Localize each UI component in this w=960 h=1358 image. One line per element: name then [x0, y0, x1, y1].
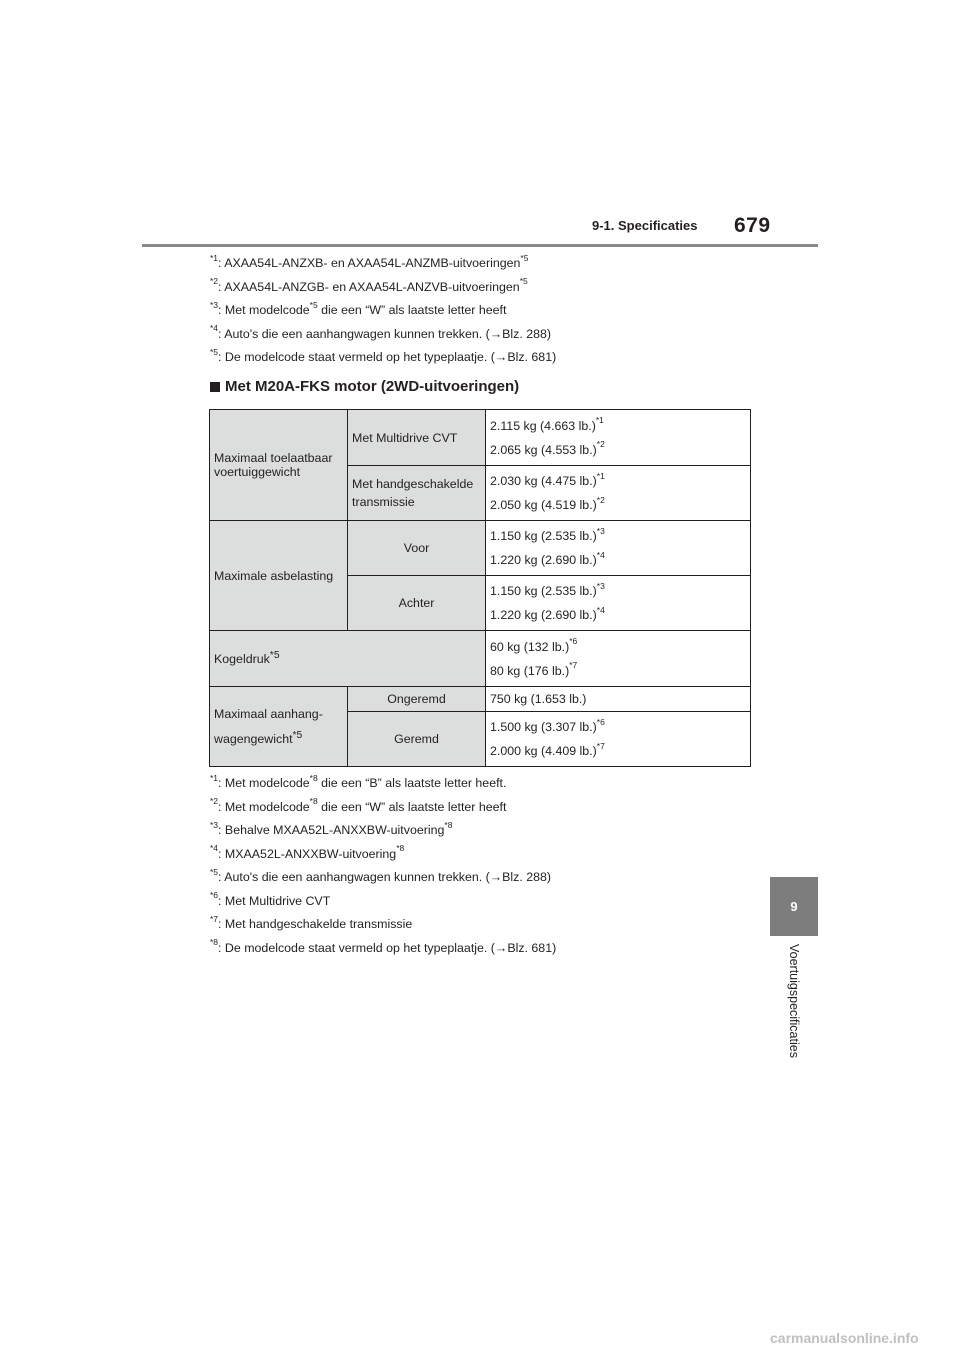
sub-label: Geremd — [348, 712, 486, 767]
row-label-max-trailer-weight: Maximaal aanhang-wagengewicht$^{*5}$ — [210, 687, 348, 767]
chapter-number: 9 — [790, 899, 798, 914]
sub-label: Met handgeschakelde transmissie — [348, 466, 486, 521]
table-row — [210, 410, 751, 466]
row-label-max-axle-load: Maximale asbelasting — [210, 521, 348, 631]
sub-label: Achter — [348, 576, 486, 631]
section-heading — [210, 378, 519, 395]
row-label-tongue-weight: Kogeldruk$^{*5}$ — [210, 631, 486, 687]
footnote: $^{*2}$: AXAA54L-ANZGB- en AXAA54L-ANZVB-uitvoeringen$^{*5}$ — [210, 276, 528, 294]
footnote: $^{*4}$: Auto's die een aanhangwagen kunnen trekken. (→Blz. 288) — [210, 323, 552, 341]
footnote: $^{*2}$: Met modelcode$^{*8}$ die een “W” als laatste letter heeft — [210, 796, 507, 814]
value-cell: 1.150 kg (2.535 lb.)$^{*3}$ 1.220 kg (2.690 lb.)$^{*4}$ — [486, 576, 751, 631]
page-number: 679 — [734, 214, 771, 237]
table-row — [210, 687, 751, 712]
value-cell: 1.150 kg (2.535 lb.)$^{*3}$ 1.220 kg (2.690 lb.)$^{*4}$ — [486, 521, 751, 576]
sub-label: Voor — [348, 521, 486, 576]
table-row — [210, 631, 751, 687]
value-cell: 2.030 kg (4.475 lb.)$^{*1}$ 2.050 kg (4.519 lb.)$^{*2}$ — [486, 466, 751, 521]
chapter-tab[interactable] — [770, 877, 818, 936]
footnote: $^{*1}$: Met modelcode$^{*8}$ die een “B” als laatste letter heeft. — [210, 772, 507, 790]
sub-label: Ongeremd — [348, 687, 486, 712]
footnote: $^{*5}$: Auto's die een aanhangwagen kunnen trekken. (→Blz. 288) — [210, 866, 552, 884]
spec-table — [209, 409, 751, 767]
footnote: $^{*3}$: Behalve MXAA52L-ANXXBW-uitvoering$^{*8}$ — [210, 819, 453, 837]
footnote: $^{*7}$: Met handgeschakelde transmissie — [210, 913, 413, 931]
row-label-max-vehicle-weight: Maximaal toelaatbaar voertuiggewicht — [210, 410, 348, 521]
footnotes-top — [210, 254, 770, 372]
table-row — [210, 521, 751, 576]
header-rule — [142, 244, 818, 247]
section-heading-text: Met M20A-FKS motor (2WD-uitvoeringen) — [225, 378, 520, 395]
header-section-title: 9-1. Specificaties — [592, 218, 698, 233]
chapter-label: Voertuigspecificaties — [787, 944, 801, 1058]
footnote: $^{*6}$: Met Multidrive CVT — [210, 890, 331, 908]
footnotes-bottom — [210, 774, 770, 962]
footnote: $^{*5}$: De modelcode staat vermeld op het typeplaatje. (→Blz. 681) — [210, 346, 557, 364]
footnote: $^{*3}$: Met modelcode$^{*5}$ die een “W” als laatste letter heeft — [210, 299, 507, 317]
value-cell: 2.115 kg (4.663 lb.)$^{*1}$ 2.065 kg (4.553 lb.)$^{*2}$ — [486, 410, 751, 466]
watermark: carmanualsonline.info — [770, 1330, 919, 1346]
value-cell: 1.500 kg (3.307 lb.)$^{*6}$ 2.000 kg (4.409 lb.)$^{*7}$ — [486, 712, 751, 767]
footnote: $^{*1}$: AXAA54L-ANZXB- en AXAA54L-ANZMB-uitvoeringen$^{*5}$ — [210, 252, 529, 270]
sub-label: Met Multidrive CVT — [348, 410, 486, 466]
footnote: $^{*8}$: De modelcode staat vermeld op het typeplaatje. (→Blz. 681) — [210, 937, 557, 955]
footnote: $^{*4}$: MXAA52L-ANXXBW-uitvoering$^{*8}$ — [210, 843, 405, 861]
square-bullet-icon — [210, 382, 220, 392]
value-cell: 750 kg (1.653 lb.) — [486, 687, 751, 712]
value-cell: 60 kg (132 lb.)$^{*6}$ 80 kg (176 lb.)$^{*7}$ — [486, 631, 751, 687]
